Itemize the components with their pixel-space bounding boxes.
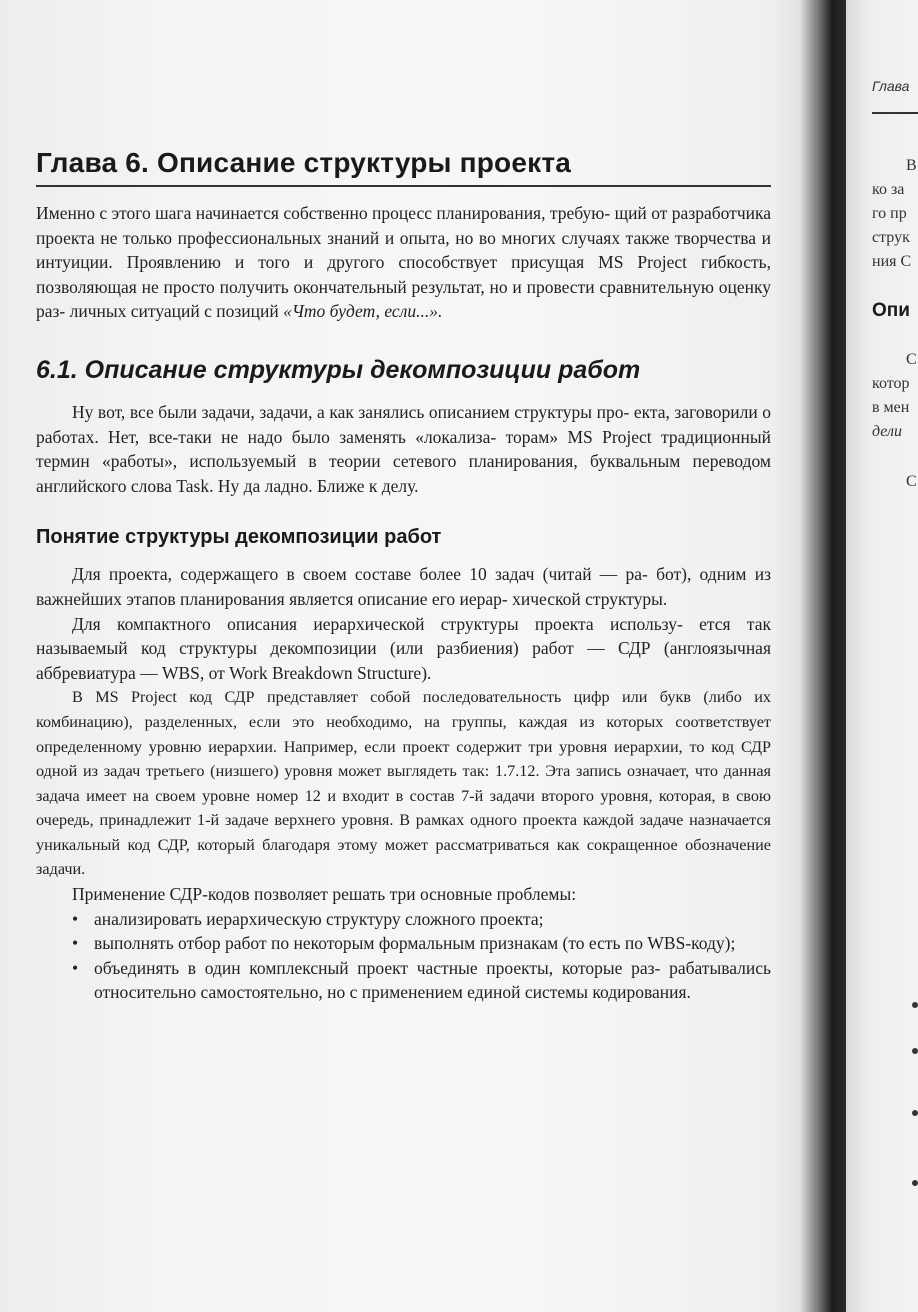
para-line: ется так называемый код структуры декомпозиции (или разбиения) работ —: [36, 613, 772, 659]
right-page-line: котор: [872, 375, 910, 392]
right-page-line: ния С: [872, 253, 912, 270]
right-page-bullet-icon: [912, 1002, 918, 1008]
para-line: свою очередь, принадлежит 1-й задаче верхнего уровня. В рамках одного проекта: [36, 786, 772, 830]
list-item-text: рабатывались относительно самостоятельно, но с применением единой: [94, 957, 772, 1003]
right-page-line: в мен: [872, 399, 910, 416]
list-item-text: по WBS-коду);: [624, 933, 736, 954]
intro-line: но во многих случаях также творчества и интуиции. Проявлению и того и: [36, 227, 771, 273]
list-item-text: анализировать иерархическую структуру сложного проекта;: [94, 908, 544, 929]
subsection-paragraph-3: [36, 685, 771, 882]
para-line: Для компактного описания иерархической структуры проекта использу-: [72, 613, 683, 634]
right-page-line: С: [906, 473, 917, 490]
para-line: на своем уровне номер 12 и входит в состав 7-й задачи второго уровня, которая, в: [132, 786, 730, 805]
intro-line: личных ситуаций с позиций: [69, 301, 284, 322]
para-line: хической структуры.: [512, 588, 668, 609]
chapter-intro: [36, 201, 771, 324]
right-page: [846, 0, 918, 1312]
right-page-line: струк: [872, 229, 910, 246]
right-page-line: го пр: [872, 205, 907, 222]
bullet-icon: •: [72, 933, 79, 954]
para-line: торам» MS Project традиционный термин «работы», используемый в теории: [36, 426, 772, 472]
bullet-icon: •: [72, 957, 79, 978]
intro-line: щий от разработчика проекта не только профессиональных знаний и опыта,: [36, 203, 771, 248]
para-line: Ну вот, все были задачи, задачи, а как занялись описанием структуры про-: [72, 401, 630, 422]
subsection-paragraph-1: [36, 562, 771, 611]
para-line: сетевого планирования, буквальным переводом английского слова Task. Ну да: [36, 451, 771, 496]
intro-line: получить окончательный результат, но и провести сравнительную оценку раз-: [36, 276, 772, 322]
para-line: уровня может выглядеть так: 1.7.12. Эта запись означает, что данная задача имеет: [36, 762, 772, 805]
book-gutter: [800, 0, 846, 1312]
list-item-text: объединять в один комплексный проект частные проекты, которые раз-: [94, 957, 661, 978]
section-paragraph: [36, 400, 771, 498]
para-line: СДР (англоязычная аббревиатура — WBS, от Work Breakdown Structure).: [36, 638, 771, 683]
right-page-line: дели: [872, 423, 902, 440]
right-page-bullet-icon: [912, 1180, 918, 1186]
right-page-bullet-icon: [912, 1110, 918, 1116]
para-line: бот), одним из важнейших этапов планирования является описание его иерар-: [36, 564, 771, 609]
para-line: рассматриваться как сокращенное обозначение задачи.: [36, 835, 771, 879]
intro-line: другого способствует присущая MS Project гибкость, позволяющая не просто: [36, 252, 771, 297]
chapter-title: Глава 6. Описание структуры проекта: [36, 147, 572, 178]
title-rule: [36, 185, 771, 187]
para-line: каждой задаче назначается уникальный код СДР, который благодаря этому может: [36, 811, 771, 854]
right-page-heading: Опи: [872, 300, 910, 321]
right-page-line: С: [906, 351, 917, 368]
list-item-text: выполнять отбор работ по некоторым формальным признакам (то есть: [94, 933, 621, 954]
intro-italic: «Что будет, если...».: [283, 301, 443, 322]
right-page-line: ко за: [872, 181, 905, 198]
list-item: [72, 907, 771, 932]
subsection-paragraph-4: Применение СДР-кодов позволяет решать три основные проблемы:: [72, 884, 577, 905]
para-line: В MS Project код СДР представляет собой последовательность цифр или букв: [72, 688, 691, 707]
subsection-paragraph-2: [36, 612, 771, 686]
page-content: [36, 145, 771, 1005]
para-line: содержит три уровня иерархии, то код СДР одной из задач третьего (низшего): [36, 737, 771, 781]
right-page-rule: [872, 112, 918, 114]
right-page-bullet-icon: [912, 1048, 918, 1054]
subsection-title: Понятие структуры декомпозиции работ: [36, 526, 442, 549]
para-line: ладно. Ближе к делу.: [264, 475, 419, 496]
para-line: екта, заговорили о работах. Нет, все-таки не надо было заменять «локализа-: [36, 401, 771, 447]
problems-list: [36, 907, 771, 1005]
list-item: [72, 956, 771, 1005]
section-title: 6.1. Описание структуры декомпозиции работ: [36, 355, 641, 384]
list-item-text: системы кодирования.: [524, 982, 691, 1003]
intro-line: Именно с этого шага начинается собственно процесс планирования, требую-: [36, 203, 611, 223]
para-line: (либо их комбинацию), разделенных, если это необходимо, на группы, каждая из: [36, 688, 772, 731]
para-line: Для проекта, содержащего в своем составе более 10 задач (читай — ра-: [72, 564, 648, 585]
bullet-icon: •: [72, 908, 79, 929]
right-page-line: В: [906, 157, 917, 174]
right-page-header: Глава: [872, 78, 910, 94]
list-item: [72, 931, 771, 956]
para-line: которых соответствует определенному уровню иерархии. Например, если проект: [36, 712, 771, 756]
